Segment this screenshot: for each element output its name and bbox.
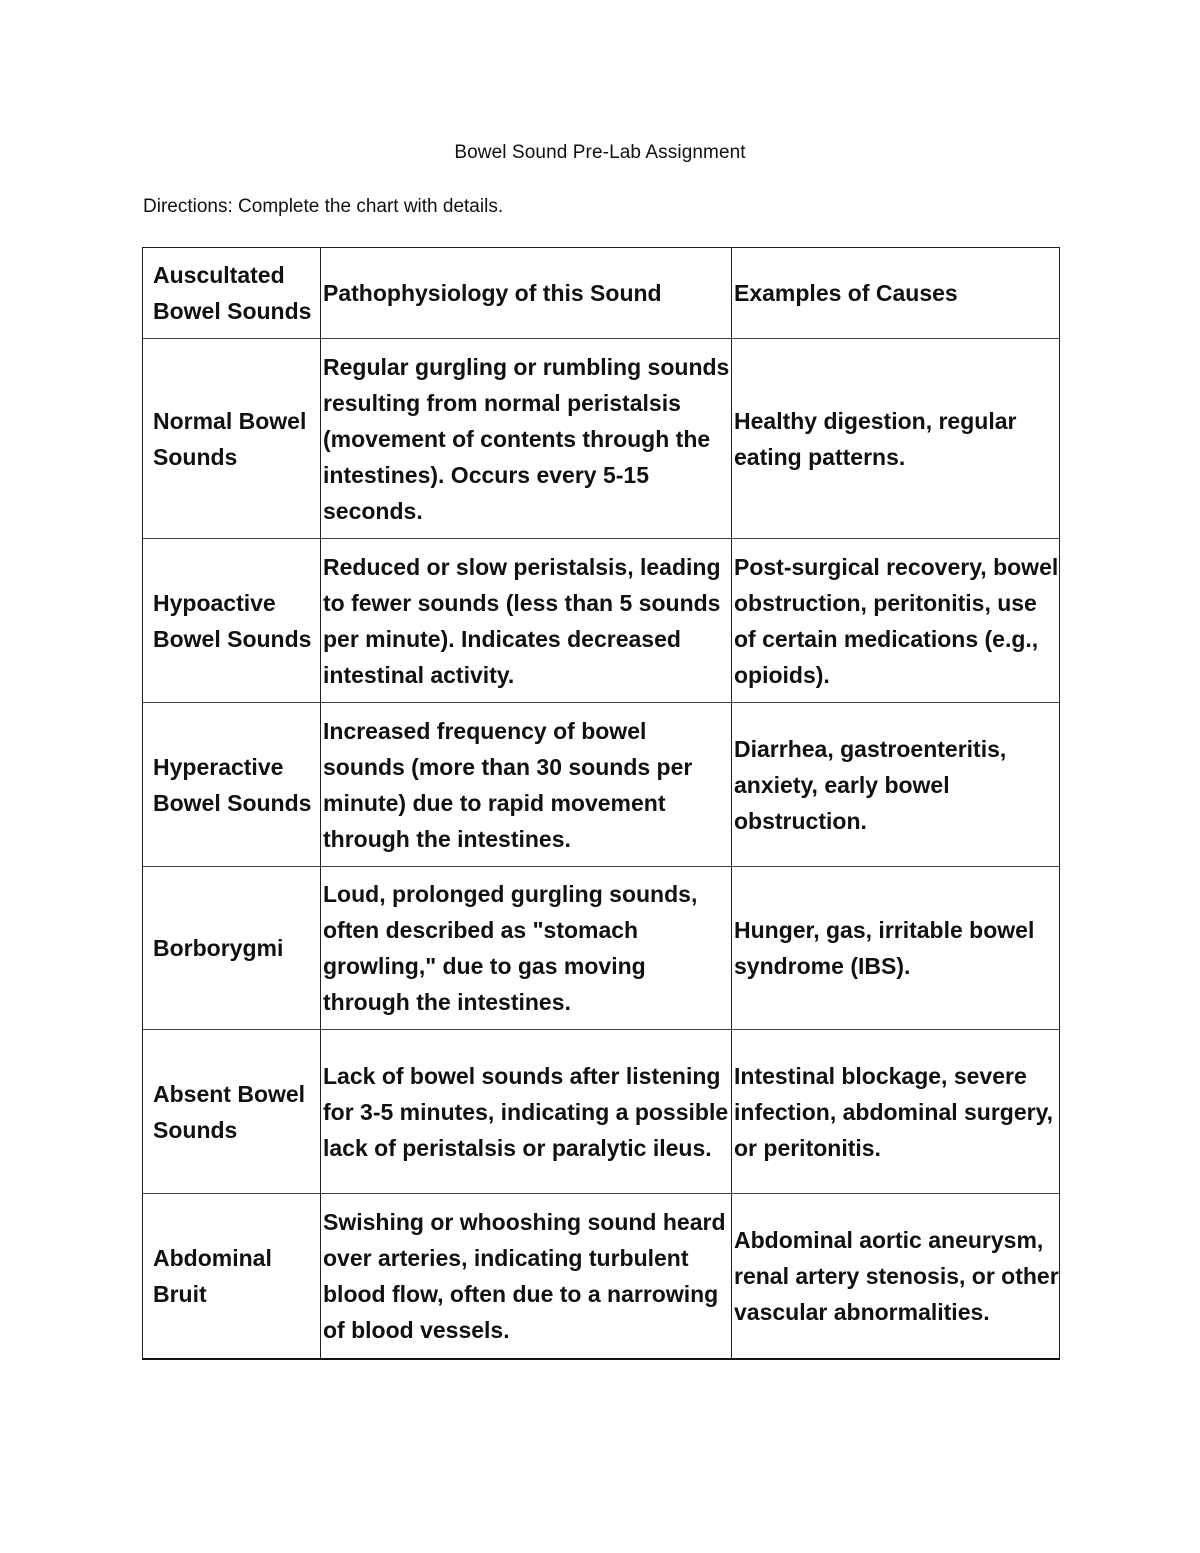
- header-cell-pathophysiology: Pathophysiology of this Sound: [321, 248, 732, 339]
- table-row: [143, 703, 1060, 867]
- table-row: [143, 1194, 1060, 1359]
- causes-cell: Intestinal blockage, severe infection, abdominal surgery, or peritonitis.: [732, 1030, 1060, 1194]
- causes-cell: Healthy digestion, regular eating patterns.: [732, 339, 1060, 539]
- bowel-sound-chart: [142, 247, 1060, 1360]
- sound-name-cell: Normal Bowel Sounds: [143, 339, 321, 539]
- header-cell-causes: Examples of Causes: [732, 248, 1060, 339]
- header-cell-sound: Auscultated Bowel Sounds: [143, 248, 321, 339]
- pathophysiology-cell: Loud, prolonged gurgling sounds, often described as "stomach growling," due to gas moving through the intestines.: [321, 867, 732, 1030]
- sound-name-cell: Abdominal Bruit: [143, 1194, 321, 1359]
- table-row: [143, 539, 1060, 703]
- causes-cell: Abdominal aortic aneurysm, renal artery stenosis, or other vascular abnormalities.: [732, 1194, 1060, 1359]
- pathophysiology-cell: Reduced or slow peristalsis, leading to fewer sounds (less than 5 sounds per minute). Indicates decreased intestinal activity.: [321, 539, 732, 703]
- pathophysiology-cell: Increased frequency of bowel sounds (more than 30 sounds per minute) due to rapid movement through the intestines.: [321, 703, 732, 867]
- sound-name-cell: Hyperactive Bowel Sounds: [143, 703, 321, 867]
- table-row: [143, 867, 1060, 1030]
- directions-text: Directions: Complete the chart with details.: [143, 196, 504, 217]
- causes-cell: Post-surgical recovery, bowel obstruction, peritonitis, use of certain medications (e.g., opioids).: [732, 539, 1060, 703]
- table-header-row: [143, 248, 1060, 339]
- pathophysiology-cell: Regular gurgling or rumbling sounds resulting from normal peristalsis (movement of contents through the intestines). Occurs every 5-15 seconds.: [321, 339, 732, 539]
- table-row: [143, 1030, 1060, 1194]
- sound-name-cell: Borborygmi: [143, 867, 321, 1030]
- page-title: Bowel Sound Pre-Lab Assignment: [454, 142, 746, 163]
- table-row: [143, 339, 1060, 539]
- causes-cell: Hunger, gas, irritable bowel syndrome (IBS).: [732, 867, 1060, 1030]
- pathophysiology-cell: Lack of bowel sounds after listening for 3-5 minutes, indicating a possible lack of peristalsis or paralytic ileus.: [321, 1030, 732, 1194]
- pathophysiology-cell: Swishing or whooshing sound heard over arteries, indicating turbulent blood flow, often due to a narrowing of blood vessels.: [321, 1194, 732, 1359]
- causes-cell: Diarrhea, gastroenteritis, anxiety, early bowel obstruction.: [732, 703, 1060, 867]
- sound-name-cell: Absent Bowel Sounds: [143, 1030, 321, 1194]
- sound-name-cell: Hypoactive Bowel Sounds: [143, 539, 321, 703]
